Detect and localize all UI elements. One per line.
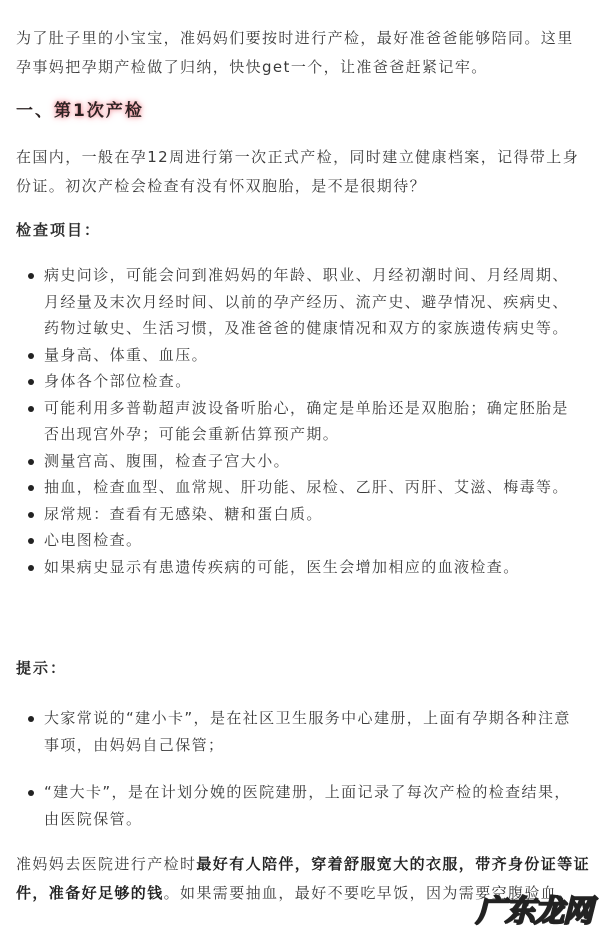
tips-list (20, 705, 580, 853)
list-item: 测量宫高、腹围，检查子宫大小。 (20, 448, 580, 475)
list-item: 可能利用多普勒超声波设备听胎心，确定是单胎还是双胞胎；确定胚胎是否出现宫外孕；可能会重新估算预产期。 (20, 395, 580, 448)
list-item: 尿常规：查看有无感染、糖和蛋白质。 (20, 501, 580, 528)
section-heading-first-checkup (16, 96, 144, 121)
list-item: 大家常说的“建小卡”，是在社区卫生服务中心建册，上面有孕期各种注意事项，由妈妈自己保管； (20, 705, 580, 758)
intro-paragraph: 为了肚子里的小宝宝，准妈妈们要按时进行产检，最好准爸爸能够陪同。这里孕事妈把孕期产检做了归纳，快快get一个，让准爸爸赶紧记牢。 (16, 29, 574, 76)
closing-text-end: 。如果需要抽血，最好不要吃早饭，因为需要空腹验血。 (163, 884, 574, 902)
section-title: 第1次产检 (54, 101, 144, 121)
closing-emphasis: 最好有人陪伴，穿着舒服宽大的衣服，带齐身份证等证件，准备好足够的钱 (16, 855, 591, 902)
list-item: 如果病史显示有患遗传疾病的可能，医生会增加相应的血液检查。 (20, 554, 580, 581)
list-item: 心电图检查。 (20, 527, 580, 554)
section-number: 一、 (16, 101, 54, 121)
watermark-logo: 广东龙网 (476, 894, 592, 929)
exam-items-list (20, 262, 580, 580)
exam-items-label: 检查项目： (16, 221, 102, 239)
list-item: 病史问诊，可能会问到准妈妈的年龄、职业、月经初潮时间、月经周期、月经量及末次月经时间、以前的孕产经历、流产史、避孕情况、疾病史、药物过敏史、生活习惯，及准爸爸的健康情况和双方的家族遗传病史等。 (20, 262, 580, 342)
list-item: 量身高、体重、血压。 (20, 342, 580, 369)
list-item: “建大卡”，是在计划分娩的医院建册，上面记录了每次产检的检查结果，由医院保管。 (20, 779, 580, 832)
closing-text-start: 准妈妈去医院进行产检时 (16, 855, 197, 873)
section-intro-paragraph: 在国内，一般在孕12周进行第一次正式产检，同时建立健康档案，记得带上身份证。初次产检会检查有没有怀双胞胎，是不是很期待？ (16, 148, 580, 195)
list-item: 身体各个部位检查。 (20, 368, 580, 395)
list-item: 抽血，检查血型、血常规、肝功能、尿检、乙肝、丙肝、艾滋、梅毒等。 (20, 474, 580, 501)
tips-label: 提示： (16, 659, 68, 677)
